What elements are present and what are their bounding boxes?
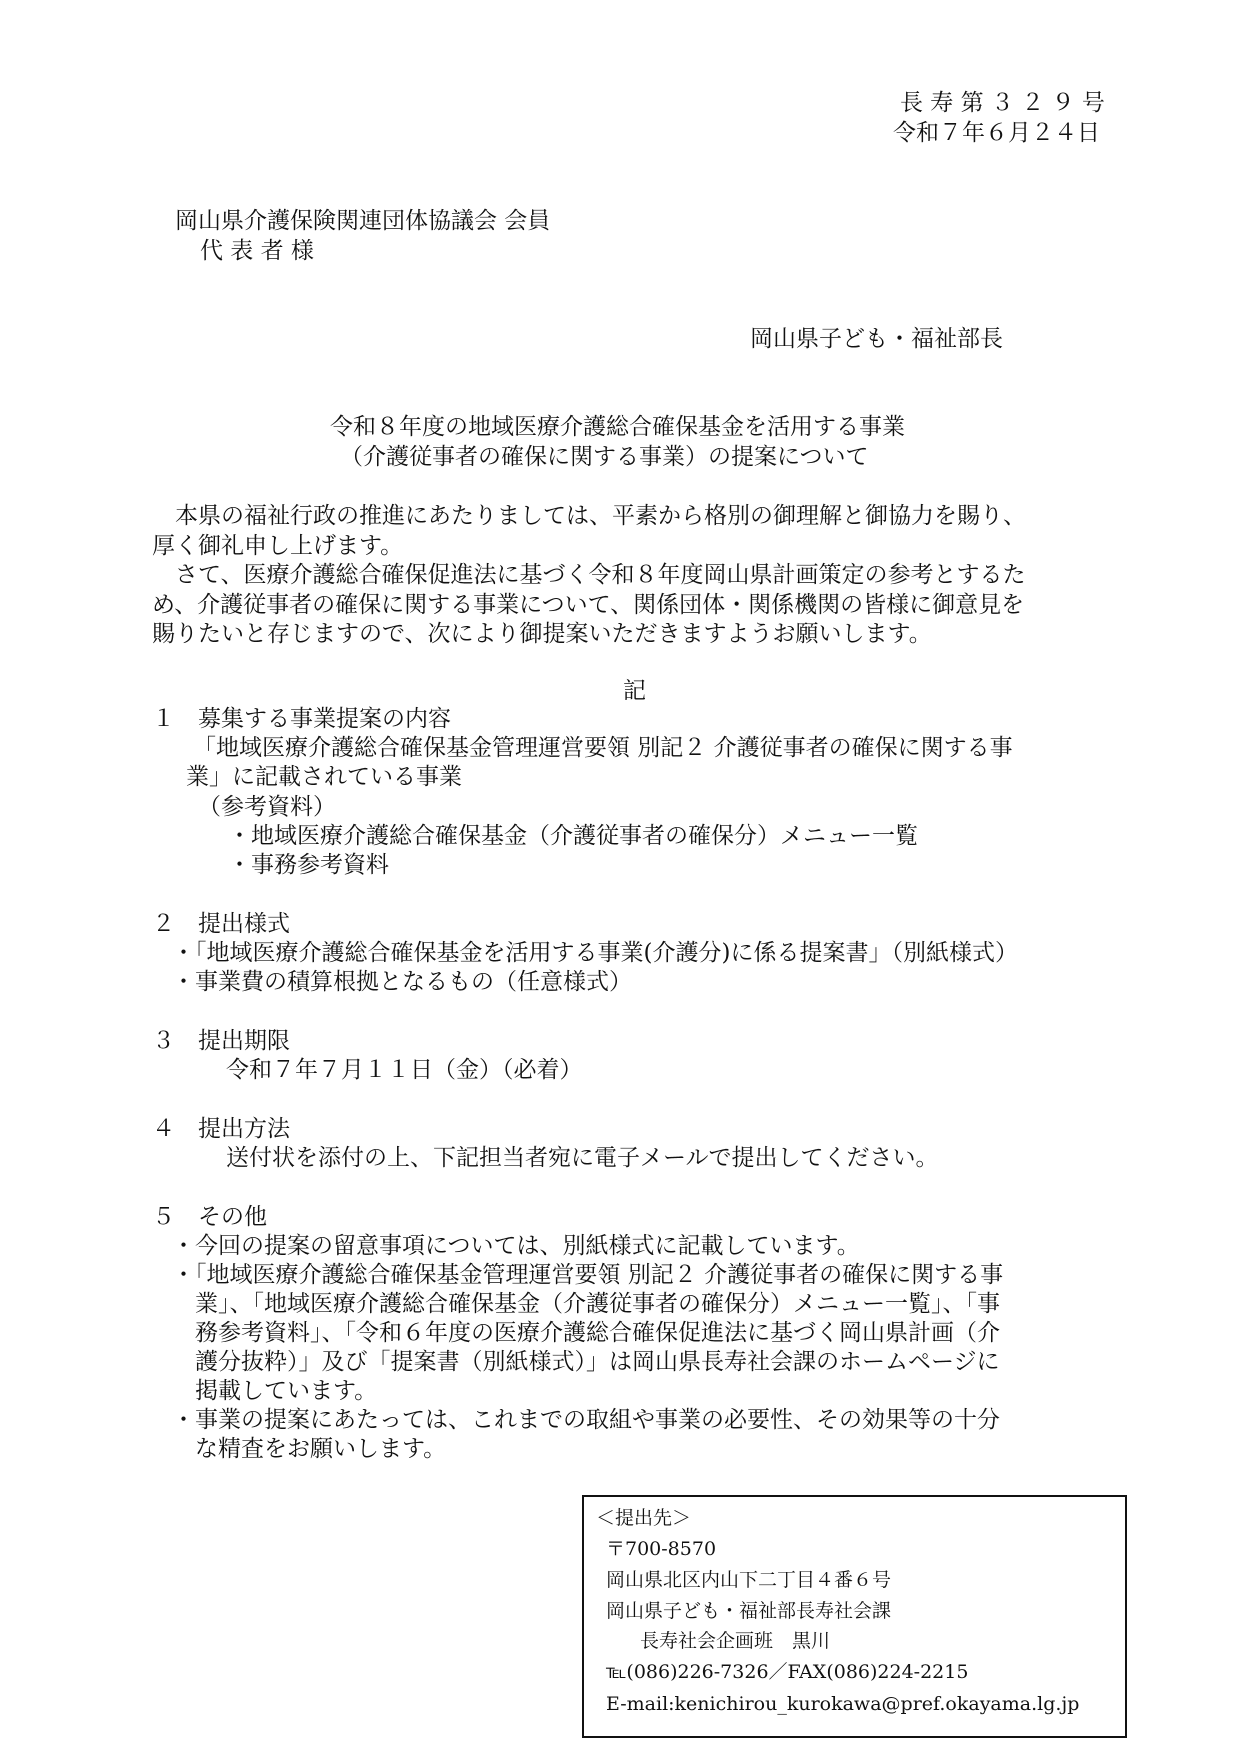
section-5-bullet-cont: な精査をお願いします。: [195, 1436, 447, 1462]
section-5-bullet-cont: 務参考資料」、「令和６年度の医療介護総合確保促進法に基づく岡山県計画（介: [195, 1320, 1000, 1346]
section-2-heading: ２ 提出様式: [152, 911, 290, 937]
body-line: め、介護従事者の確保に関する事業について、関係団体・関係機関の皆様に御意見を: [152, 592, 1025, 618]
section-3-deadline: 令和７年７月１１日（金）（必着）: [226, 1057, 583, 1083]
contact-person: 長寿社会企画班 黒川: [640, 1630, 831, 1652]
contact-department: 岡山県子ども・福祉部長寿社会課: [606, 1600, 892, 1622]
section-1-text: 「地域医療介護総合確保基金管理運営要領 別記２ 介護従事者の確保に関する事: [193, 735, 1013, 761]
body-line: 賜りたいと存じますので、次により御提案いただきますようお願いします。: [152, 621, 932, 647]
section-5-bullet-cont: 業」、「地域医療介護総合確保基金（介護従事者の確保分）メニュー一覧」、「事: [195, 1291, 1000, 1317]
document-title-line2: （介護従事者の確保に関する事業）の提案について: [340, 444, 869, 470]
document-number: 長 寿 第 ３ ２ ９ 号: [900, 90, 1105, 116]
contact-heading: ＜提出先＞: [596, 1507, 692, 1529]
section-2-item: ・「地域医療介護総合確保基金を活用する事業(介護分)に係る提案書」（別紙様式）: [172, 940, 1018, 966]
section-1-heading: １ 募集する事業提案の内容: [152, 706, 451, 732]
contact-email: E-mail:kenichirou_kurokawa@pref.okayama.lg.jp: [606, 1693, 1080, 1715]
contact-address: 岡山県北区内山下二丁目４番６号: [606, 1569, 892, 1591]
document-title-line1: 令和８年度の地域医療介護総合確保基金を活用する事業: [330, 414, 905, 440]
body-line: 本県の福祉行政の推進にあたりましては、平素から格別の御理解と御協力を賜り、: [152, 503, 1026, 529]
section-1-ref-heading: （参考資料）: [198, 794, 336, 820]
sender: 岡山県子ども・福祉部長: [750, 326, 1003, 352]
section-2-item: ・事業費の積算根拠となるもの（任意様式）: [172, 969, 632, 995]
section-4-text: 送付状を添付の上、下記担当者宛に電子メールで提出してください。: [226, 1145, 939, 1171]
document-date: 令和７年６月２４日: [893, 120, 1100, 146]
section-3-heading: ３ 提出期限: [152, 1028, 290, 1054]
section-5-bullet: ・今回の提案の留意事項については、別紙様式に記載しています。: [172, 1233, 860, 1259]
addressee-title: 代 表 者 様: [200, 238, 314, 264]
section-1-ref-item: ・地域医療介護総合確保基金（介護従事者の確保分）メニュー一覧: [228, 823, 918, 849]
contact-phone-fax: ℡(086)226-7326／FAX(086)224-2215: [606, 1661, 969, 1683]
ki-marker: 記: [623, 678, 646, 704]
section-5-bullet: ・事業の提案にあたっては、これまでの取組や事業の必要性、その効果等の十分: [172, 1407, 1000, 1433]
section-5-bullet: ・「地域医療介護総合確保基金管理運営要領 別記２ 介護従事者の確保に関する事: [172, 1262, 1004, 1288]
section-5-bullet-cont: 護分抜粋）」及び「提案書（別紙様式）」は岡山県長寿社会課のホームページに: [195, 1349, 1000, 1375]
contact-box: [582, 1495, 1127, 1738]
section-1-text: 業」に記載されている事業: [186, 764, 462, 790]
addressee-organization: 岡山県介護保険関連団体協議会 会員: [175, 208, 551, 234]
contact-postal: 〒700-8570: [606, 1538, 717, 1560]
section-1-ref-item: ・事務参考資料: [228, 852, 389, 878]
section-5-heading: ５ その他: [152, 1204, 267, 1230]
section-5-bullet-cont: 掲載しています。: [195, 1378, 378, 1404]
section-4-heading: ４ 提出方法: [152, 1116, 290, 1142]
body-line: 厚く御礼申し上げます。: [152, 533, 404, 559]
body-line: さて、医療介護総合確保促進法に基づく令和８年度岡山県計画策定の参考とするた: [152, 562, 1026, 588]
